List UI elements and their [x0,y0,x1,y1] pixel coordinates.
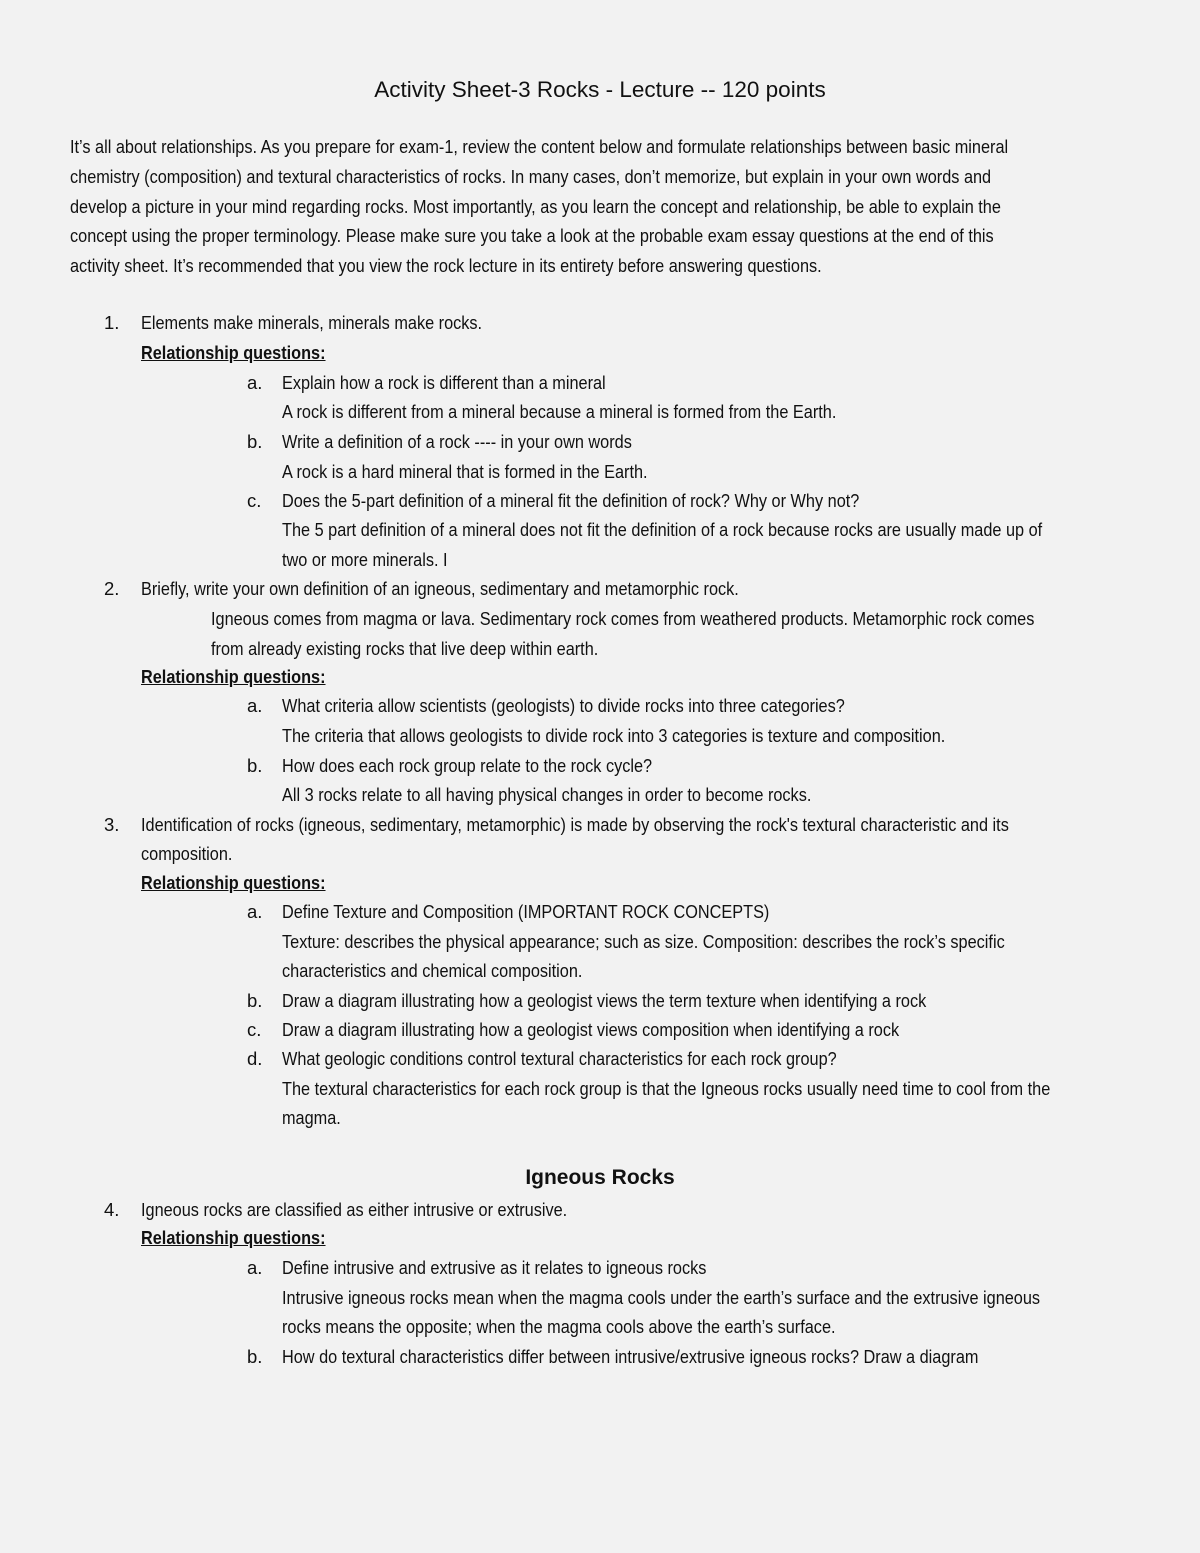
question-text: Define Texture and Composition (IMPORTANT ROCK CONCEPTS) [282,901,770,922]
question-text: What geologic conditions control textural characteristics for each rock group? [282,1048,837,1069]
item-number: 3. [104,814,120,835]
answer-text: The textural characteristics for each rock group is that the Igneous rocks usually need time to cool from the [282,1078,1051,1099]
question-text: Explain how a rock is different than a mineral [282,372,606,393]
question-letter: a. [247,901,263,922]
intro-line: chemistry (composition) and textural characteristics of rocks. In many cases, don’t memorize, but explain in your own words and [70,166,992,187]
item-number: 2. [104,578,120,599]
relationship-questions-label: Relationship questions: [141,342,326,363]
item-2-text: Briefly, write your own definition of an igneous, sedimentary and metamorphic rock. [141,578,739,599]
answer-text: two or more minerals. I [282,549,448,570]
item-4-text: Igneous rocks are classified as either intrusive or extrusive. [141,1199,568,1220]
answer-text: Intrusive igneous rocks mean when the magma cools under the earth’s surface and the extrusive igneous [282,1287,1041,1308]
item-1-text: Elements make minerals, minerals make rocks. [141,312,483,333]
relationship-questions-label: Relationship questions: [141,666,326,687]
answer-text: All 3 rocks relate to all having physical changes in order to become rocks. [282,784,812,805]
intro-line: develop a picture in your mind regarding rocks. Most importantly, as you learn the concept and relationship, be able to explain the [70,196,1001,217]
item-3-text: Identification of rocks (igneous, sedimentary, metamorphic) is made by observing the rock's textural characteristic and its [141,814,1009,835]
item-3-text: composition. [141,843,233,864]
question-text: What criteria allow scientists (geologists) to divide rocks into three categories? [282,695,845,716]
answer-text: Igneous comes from magma or lava. Sedimentary rock comes from weathered products. Metamorphic rock comes [211,608,1035,629]
question-letter: a. [247,695,263,716]
intro-line: activity sheet. It’s recommended that you view the rock lecture in its entirety before answering questions. [70,255,822,276]
answer-text: Texture: describes the physical appearance; such as size. Composition: describes the rock’s specific [282,931,1005,952]
question-text: Define intrusive and extrusive as it relates to igneous rocks [282,1257,707,1278]
question-text: Draw a diagram illustrating how a geologist views composition when identifying a rock [282,1019,900,1040]
answer-text: magma. [282,1107,341,1128]
answer-text: The criteria that allows geologists to divide rock into 3 categories is texture and composition. [282,725,946,746]
question-letter: a. [247,372,263,393]
question-text: Draw a diagram illustrating how a geologist views the term texture when identifying a rock [282,990,927,1011]
question-letter: b. [247,1346,263,1367]
answer-text: characteristics and chemical composition. [282,960,583,981]
page-title: Activity Sheet-3 Rocks - Lecture -- 120 points [374,77,826,102]
intro-line: concept using the proper terminology. Please make sure you take a look at the probable exam essay questions at the end of this [70,225,994,246]
question-letter: d. [247,1048,263,1069]
question-letter: a. [247,1257,263,1278]
answer-text: The 5 part definition of a mineral does not fit the definition of a rock because rocks are usually made up of [282,519,1043,540]
question-letter: c. [247,490,262,511]
relationship-questions-label: Relationship questions: [141,872,326,893]
item-number: 1. [104,312,120,333]
section-heading: Igneous Rocks [525,1166,675,1189]
question-text: Does the 5-part definition of a mineral fit the definition of rock? Why or Why not? [282,490,860,511]
answer-text: rocks means the opposite; when the magma cools above the earth’s surface. [282,1316,836,1337]
question-letter: b. [247,755,263,776]
intro-line: It’s all about relationships. As you prepare for exam-1, review the content below and formulate relationships between basic mineral [70,136,1009,157]
question-letter: c. [247,1019,262,1040]
answer-text: from already existing rocks that live deep within earth. [211,638,599,659]
answer-text: A rock is different from a mineral because a mineral is formed from the Earth. [282,401,837,422]
answer-text: A rock is a hard mineral that is formed in the Earth. [282,461,648,482]
item-number: 4. [104,1199,120,1220]
question-letter: b. [247,990,263,1011]
question-text: Write a definition of a rock ---- in your own words [282,431,632,452]
question-letter: b. [247,431,263,452]
question-text: How do textural characteristics differ between intrusive/extrusive igneous rocks? Draw a diagram [282,1346,979,1367]
question-text: How does each rock group relate to the rock cycle? [282,755,653,776]
relationship-questions-label: Relationship questions: [141,1227,326,1248]
